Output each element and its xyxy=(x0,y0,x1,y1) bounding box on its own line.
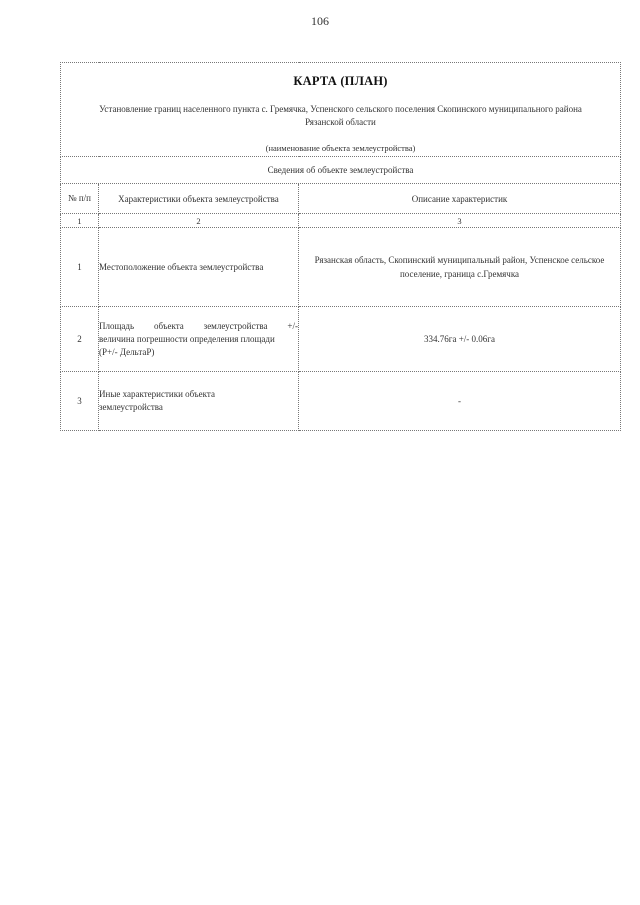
row-characteristic-line: величина погрешности определения площади xyxy=(99,333,275,344)
column-header-row xyxy=(61,184,621,214)
column-number: 1 xyxy=(61,214,99,228)
row-characteristic: Иные характеристики объекта землеустройства xyxy=(99,372,299,431)
row-number: 3 xyxy=(61,372,99,431)
column-header-description: Описание характеристик xyxy=(299,184,621,214)
row-characteristic xyxy=(99,307,299,372)
row-number: 2 xyxy=(61,307,99,372)
table-row xyxy=(61,307,621,372)
row-number: 1 xyxy=(61,228,99,307)
page-number: 106 xyxy=(311,14,329,28)
column-number: 2 xyxy=(99,214,299,228)
row-characteristic: Местоположение объекта землеустройства xyxy=(99,228,299,307)
table-row xyxy=(61,372,621,431)
map-plan-table xyxy=(60,62,621,431)
row-description: 334.76га +/- 0.06га xyxy=(299,307,621,372)
table-row xyxy=(61,228,621,307)
row-characteristic-line: (Р+/- ДельтаР) xyxy=(99,346,155,357)
row-description: Рязанская область, Скопинский муниципальный район, Успенское сельское поселение, граница с.Гремячка xyxy=(299,228,621,307)
document-title: КАРТА (ПЛАН) xyxy=(293,74,388,88)
column-number-row xyxy=(61,214,621,228)
object-name-caption: (наименование объекта землеустройства) xyxy=(265,143,416,153)
column-header-characteristic: Характеристики объекта землеустройства xyxy=(99,184,299,214)
section-title: Сведения об объекте землеустройства xyxy=(61,157,621,184)
document-header xyxy=(61,63,621,157)
document-subtitle: Установление границ населенного пункта с. Гремячка, Успенского сельского поселения Скопинского муниципального района Рязанской области xyxy=(99,104,582,127)
row-characteristic-line: Площадь объекта землеустройства +/- xyxy=(99,320,298,331)
row-description: - xyxy=(299,372,621,431)
column-number: 3 xyxy=(299,214,621,228)
column-header-num: № п/п xyxy=(61,184,99,214)
